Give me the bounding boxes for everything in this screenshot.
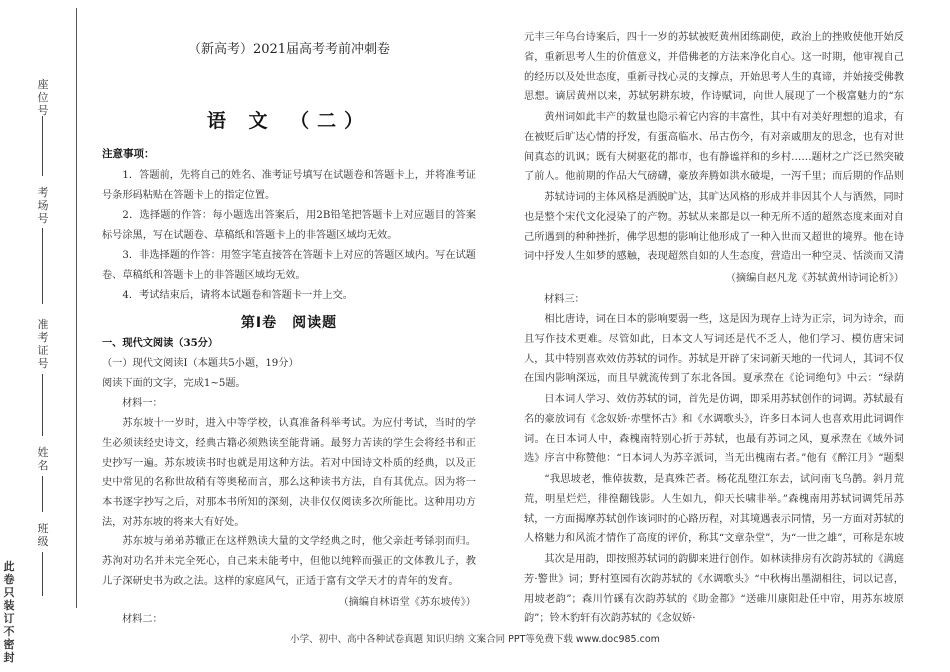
subject-title: 语 文 （二） [206, 110, 372, 132]
notice-heading: 注意事项： [102, 148, 155, 160]
material-paragraph: 苏东坡与弟弟苏辙正在这样熟读大量的文学经典之时，他父亲赶考铩羽而归。苏洵对功名并未完全死心，自己来未能考中，但他以纯粹而强正的文体教儿子，教儿子深研史书为政之法。这样的家庭风气，正适于富有文学天才的青年的发育。 [102, 536, 476, 587]
notice-item: 1．答题前，先将自己的姓名、准考证号填写在试题卷和答题卡上，并将准考证号条形码粘贴在答题卡上的指定位置。 [102, 170, 476, 201]
notice-item: 3．非选择题的作答：用签字笔直接答在答题卡上对应的答题区域内。写在试题卷、草稿纸和答题卡上的非答题区域均无效。 [102, 250, 476, 281]
material-paragraph: 日本词人学习、效仿苏轼的词，首先是仿调，即采用苏轼创作的词调。苏轼最有名的豪放词有《念奴娇·赤壁怀古》和《水调歌头》，许多日本词人也喜欢用此词调作词。在日本词人中，森槐南特别心折于苏轼，也最有苏词之风，夏承焘在《域外词选》序言中称赞他：“日本词人为苏辛派词，当无出槐南右者。”他有《醉江月》“题梨 [524, 394, 904, 465]
material-label: 材料二： [122, 614, 163, 625]
name-blank[interactable] [42, 476, 43, 512]
notice-item: 4．考试结束后，请将本试题卷和答题卡一并上交。 [122, 290, 353, 301]
binding-line [76, 8, 77, 608]
seat-number-label: 座位号 [37, 78, 49, 117]
notice-item: 2．选择题的作答：每小题选出答案后，用2B铅笔把答题卡上对应题目的答案标号涂黑，写在试题卷、草稿纸和答题卡上的非答题区域均无效。 [102, 210, 476, 241]
section-heading: 一、现代文阅读（35分） [102, 337, 219, 349]
reading-instruction: 阅读下面的文字，完成1~5题。 [102, 378, 246, 389]
seal-note: 此卷只装订不密封 [3, 560, 15, 664]
material-paragraph: “我思坡老，惟倬拔数，是真殊芒者。杨花乱堕江东去，试问南飞乌鹊。斜月荒荒，明星烂烂，徘徨翻钱影。人生如九，仰天长啸非举。”森槐南用苏轼词调凭吊苏轼，一方面揭摩苏轼创作该词时的心路历程，对其境遇表示同情，另一方面对苏轼的人格魅力和风流才情作了高度的评价，称其“文章杂堂”，为“一世之雄”，可称是东坡 [524, 474, 904, 545]
material-paragraph: 相比唐诗，词在日本的影响要弱一些，这是因为现存上诗为正宗，词为诗余，而且写作技术更难。尽管如此，日本文人写词还是代不乏人，他们学习、模仿唐宋词人，其中特别喜欢效仿苏轼的词作。苏轼是开辟了宋词新天地的一代词人，其词不仅在国内影响深远，而且早就流传到了东北各国。夏承焘在《论词绝句》中云：“绿荫 [524, 314, 904, 385]
material-label: 材料一： [122, 398, 163, 409]
exam-title: （新高考）2021届高考考前冲刺卷 [187, 42, 391, 57]
material-paragraph: 苏轼诗词的主体风格是洒脱旷达，其旷达风格的形成并非因其个人与洒然，同时也是整个宋代文化浸染了的产物。苏轼从来都是以一种无所不适的超然态度来面对自己所遇到的种种挫折，佛学思想的影响让他形成了一种入世而又超世的境界。他在诗词中抒发人生如梦的感触，表现超然自如的人生态度，营造出一种空灵、恬淡而又清 [524, 192, 904, 263]
ticket-number-blank[interactable] [42, 374, 43, 436]
class-blank[interactable] [42, 552, 43, 596]
material-paragraph: 元丰三年乌台诗案后，四十一岁的苏轼被贬黄州团练副使，政治上的挫败使他开始反省，重新思考人生的价值意义，并借佛老的方法来净化自心。这一时期，他审视自己的经历以及处世态度，重新寻找心灵的支撑点，开始思考人生的真谛，并始接受佛教思想。谪居黄州以来，苏轼躬耕东坡，作诗赋词，向世人展现了一个极富魅力的“东 [524, 32, 904, 103]
material-paragraph: 苏东坡十一岁时，进入中等学校，认真准备科举考试。为应付考试，当时的学生必须读经史诗文，经典古籍必须熟读至能背诵。最努力苦读的学生会将经书和正史抄写一遍。苏东坡读书时也就是用这种方法。若对中国诗文朴质的经典，以及正史中常见的名称世故稍有等奥秘而言，那么这种读书方法，自有其优点。因为将一本书逐字抄写之后，对那本书所知的深刻，决非仅仅阅读多次所能比。这种用功方法，对苏东坡的将来大有好处。 [102, 418, 476, 528]
page-footer: 小学、初中、高中各种试卷真题 知识归纳 文案合同 PPT等免费下载 www.doc985.com [290, 634, 660, 645]
subsection-heading: （一）现代文阅读Ⅰ（本题共5小题，19分） [102, 358, 299, 369]
name-label: 姓名 [37, 446, 49, 472]
seat-number-blank[interactable] [42, 116, 43, 176]
source-citation: （摘编自林语堂《苏东坡传》） [338, 597, 476, 608]
material-label: 材料三： [544, 294, 585, 305]
source-citation: （摘编自赵凡龙《苏轼黄州诗词论析》） [725, 273, 904, 284]
binding-margin [0, 0, 96, 672]
part-title: 第Ⅰ卷 阅读题 [240, 315, 338, 331]
ticket-number-label: 准考证号 [37, 318, 49, 370]
class-label: 班级 [37, 522, 49, 548]
exam-room-blank[interactable] [42, 228, 43, 304]
exam-room-label: 考场号 [37, 186, 49, 225]
material-paragraph: 其次是用韵，即按照苏轼词的韵脚来进行创作。如林读排房有次韵苏轼的《满庭芳·警世》词；野村篁园有次韵苏轼的《水调歌头》“中秋梅出墨湖相往，词以记喜，用坡老韵”；森川竹磎有次韵苏轼的《助金都》“送碓川康阳赴任中帘，用苏东坡原韵”；铃木豹轩有次韵苏轼的《念奴娇· [524, 554, 904, 625]
material-paragraph: 黄州词如此丰产的数量也隐示着它内容的丰富性，其中有对美好理想的追求，有在被贬后旷达心情的抒发，有蛋高临水、吊古伤今，有对亲戚朋友的思念，也有对世间真态的讥讽；既有大树驱花的都市，也有静谧祥和的乡村……题材之广泛已然突破了前人。他前期的作品大气磅礴，豪放奔腾如洪水破堤，一泻千里；而后期的作品则 [524, 112, 904, 183]
